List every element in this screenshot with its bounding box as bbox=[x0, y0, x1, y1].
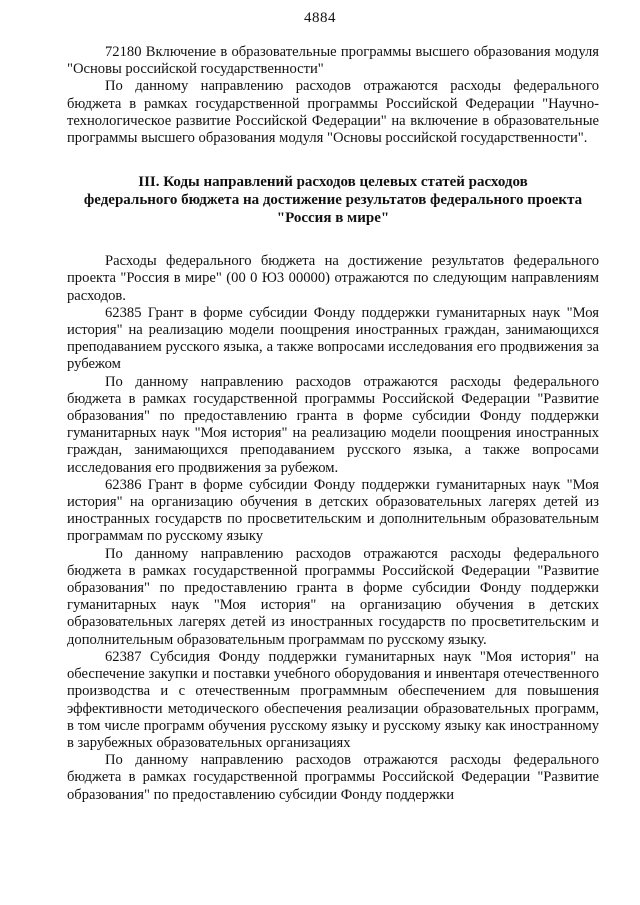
code-62385-description: По данному направлению расходов отражаются расходы федерального бюджета в рамках государственной программы Российской Федерации "Развитие образования" по предоставлению гранта в форме субсидии Фонду поддержки гуманитарных наук "Моя история" на реализацию модели поощрения иностранных граждан, занимающихся преподаванием русского языка, а также вопросами исследования его продвижения за рубежом. bbox=[67, 373, 599, 476]
section-heading bbox=[67, 173, 599, 227]
code-62387-description: По данному направлению расходов отражаются расходы федерального бюджета в рамках государственной программы Российской Федерации "Развитие образования" по предоставлению субсидии Фонду поддержки bbox=[67, 752, 599, 803]
section-heading-line-3: "Россия в мире" bbox=[276, 210, 390, 227]
code-62387-title: 62387 Субсидия Фонду поддержки гуманитарных наук "Моя история" на обеспечение закупки и поставки учебного оборудования и инвентаря отечественного производства и с отечественным программным обеспечением для повышения эффективности методического обеспечения реализации образовательных программ, в том числе программ обучения русскому языку и русскому языку как иностранному в зарубежных образовательных организациях bbox=[67, 648, 599, 751]
code-72180-description: По данному направлению расходов отражаются расходы федерального бюджета в рамках государственной программы Российской Федерации "Научно-технологическое развитие Российской Федерации" на включение в образовательные программы высшего образования модуля "Основы российской государственности". bbox=[67, 78, 599, 147]
code-62386-description: По данному направлению расходов отражаются расходы федерального бюджета в рамках государственной программы Российской Федерации "Развитие образования" по предоставлению гранта в форме субсидии Фонду поддержки гуманитарных наук "Моя история" на организацию обучения в детских образовательных лагерях детей из иностранных государств по просветительским и дополнительным образовательным программам по русскому языку. bbox=[67, 545, 599, 648]
code-62385-title: 62385 Грант в форме субсидии Фонду поддержки гуманитарных наук "Моя история" на реализацию модели поощрения иностранных граждан, занимающихся преподаванием русского языка, а также вопросами исследования его продвижения за рубежом bbox=[67, 304, 599, 373]
code-72180-title: 72180 Включение в образовательные программы высшего образования модуля "Основы российской государственности" bbox=[67, 44, 599, 78]
page-number: 4884 bbox=[304, 10, 336, 26]
section-heading-line-2: федерального бюджета на достижение результатов федерального проекта bbox=[83, 192, 583, 209]
section-intro: Расходы федерального бюджета на достижение результатов федерального проекта "Россия в мире" (00 0 Ю3 00000) отражаются по следующим направлениям расходов. bbox=[67, 253, 599, 304]
section-heading-line-1: III. Коды направлений расходов целевых статей расходов bbox=[138, 174, 528, 191]
document-body bbox=[67, 44, 599, 804]
code-62386-title: 62386 Грант в форме субсидии Фонду поддержки гуманитарных наук "Моя история" на организацию обучения в детских образовательных лагерях детей из иностранных государств по просветительским и дополнительным образовательным программам по русскому языку bbox=[67, 476, 599, 545]
